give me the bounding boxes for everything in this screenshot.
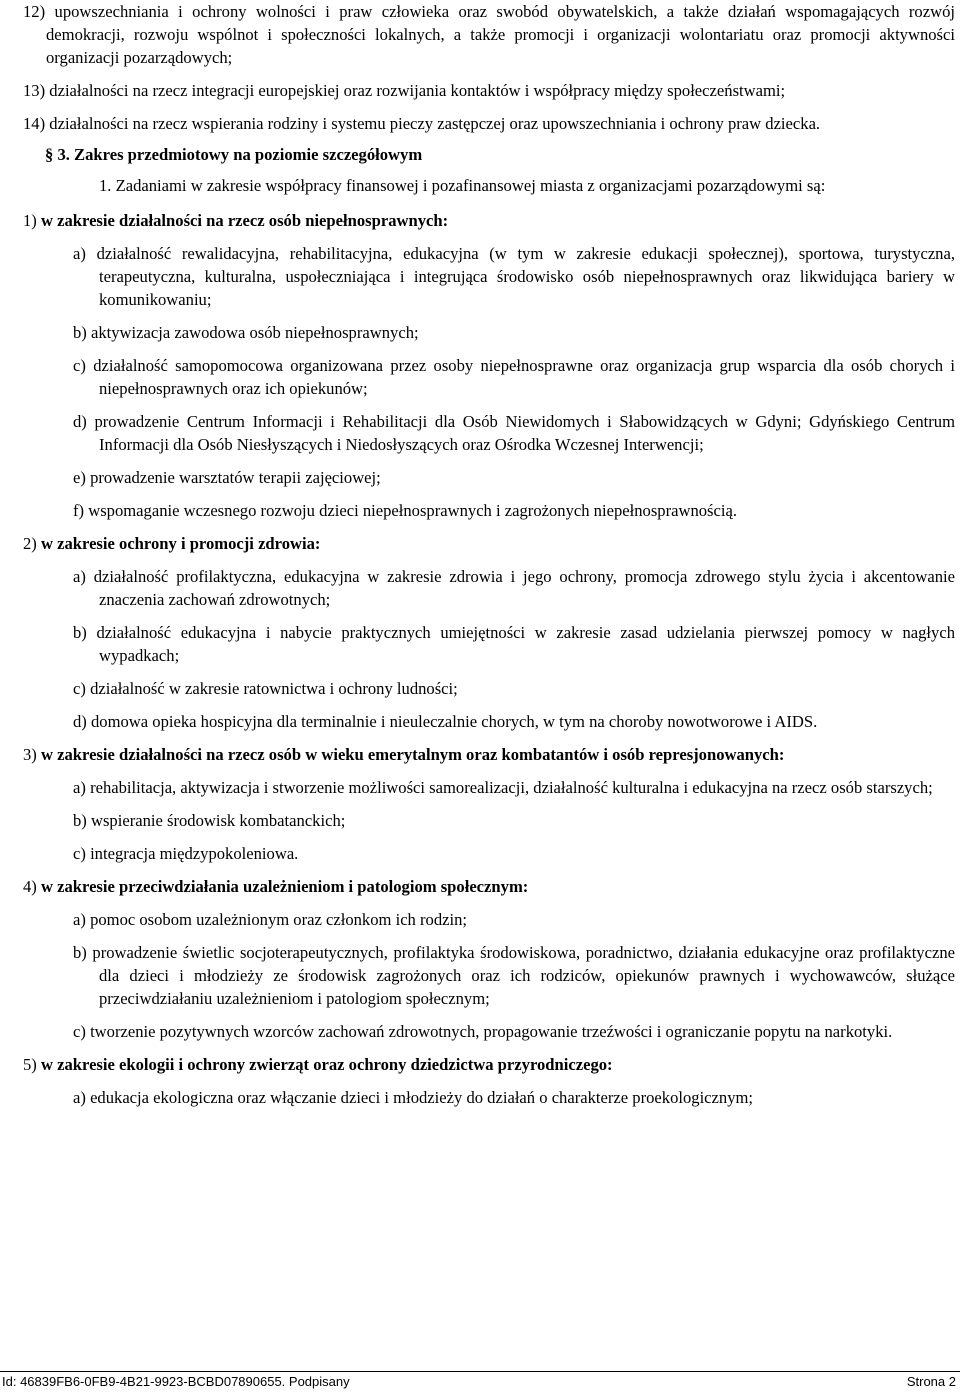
group-number: 3) bbox=[23, 745, 37, 764]
sub-item bbox=[73, 842, 955, 865]
sub-item-letter: b) bbox=[73, 811, 87, 830]
group-heading bbox=[23, 1053, 955, 1076]
sub-item-letter: b) bbox=[73, 623, 87, 642]
sub-item bbox=[73, 242, 955, 311]
list-item-number: 13) bbox=[23, 81, 46, 100]
sub-item-text: działalność profilaktyczna, edukacyjna w zakresie zdrowia i jego ochrony, promocja zdrowego stylu życia i akcentowanie znaczenia zachowań zdrowotnych; bbox=[93, 567, 955, 609]
section-title: Zakres przedmiotowy na poziomie szczegółowym bbox=[74, 145, 423, 164]
sub-item bbox=[73, 710, 955, 733]
intro-paragraph bbox=[23, 174, 955, 197]
sub-item-letter: e) bbox=[73, 468, 86, 487]
sub-item-letter: a) bbox=[73, 778, 86, 797]
sub-item bbox=[73, 565, 955, 611]
sub-item-letter: c) bbox=[73, 356, 86, 375]
group-number: 5) bbox=[23, 1055, 37, 1074]
sub-item bbox=[73, 1086, 955, 1109]
section-number: § 3. bbox=[45, 145, 70, 164]
sub-item-text: integracja międzypokoleniowa. bbox=[90, 844, 299, 863]
sub-item bbox=[73, 354, 955, 400]
sub-item-text: edukacja ekologiczna oraz włączanie dzieci i młodzieży do działań o charakterze proekologicznym; bbox=[90, 1088, 754, 1107]
list-item-text: działalności na rzecz wspierania rodziny i systemu pieczy zastępczej oraz upowszechniania i ochrony praw dziecka. bbox=[49, 114, 821, 133]
sub-item bbox=[73, 809, 955, 832]
sub-item bbox=[73, 908, 955, 931]
list-item-14 bbox=[23, 112, 955, 135]
group-title: w zakresie ekologii i ochrony zwierząt oraz ochrony dziedzictwa przyrodniczego: bbox=[40, 1055, 613, 1074]
group-heading bbox=[23, 532, 955, 555]
sub-item-letter: b) bbox=[73, 943, 87, 962]
list-item-number: 14) bbox=[23, 114, 46, 133]
sub-item-text: wspieranie środowisk kombatanckich; bbox=[90, 811, 346, 830]
group-title: w zakresie działalności na rzecz osób niepełnosprawnych: bbox=[40, 211, 449, 230]
sub-item-text: działalność samopomocowa organizowana przez osoby niepełnosprawne oraz organizacja grup wsparcia dla osób chorych i niepełnosprawnych oraz ich opiekunów; bbox=[93, 356, 955, 398]
group-number: 1) bbox=[23, 211, 37, 230]
group-heading bbox=[23, 743, 955, 766]
sub-item bbox=[73, 466, 955, 489]
sub-item-text: rehabilitacja, aktywizacja i stworzenie możliwości samorealizacji, działalność kulturalna i edukacyjna na rzecz osób starszych; bbox=[90, 778, 933, 797]
sub-item-letter: d) bbox=[73, 412, 87, 431]
sub-item bbox=[73, 677, 955, 700]
intro-text: 1. Zadaniami w zakresie współpracy finansowej i pozafinansowej miasta z organizacjami pozarządowymi są: bbox=[99, 176, 826, 195]
sub-item bbox=[73, 941, 955, 1010]
group-title: w zakresie ochrony i promocji zdrowia: bbox=[40, 534, 321, 553]
sub-item bbox=[73, 621, 955, 667]
section-heading bbox=[23, 143, 955, 166]
page-footer bbox=[0, 1371, 960, 1392]
sub-item-letter: a) bbox=[73, 244, 86, 263]
sub-item-text: działalność edukacyjna i nabycie praktycznych umiejętności w zakresie zasad udzielania pierwszej pomocy w nagłych wypadkach; bbox=[96, 623, 955, 665]
list-item-text: upowszechniania i ochrony wolności i praw człowieka oraz swobód obywatelskich, a także działań wspomagających rozwój demokracji, rozwoju wspólnot i społeczności lokalnych, a także promocji i organizacji wolontariatu oraz promocji aktywności organizacji pozarządowych; bbox=[46, 2, 955, 67]
sub-item-letter: c) bbox=[73, 679, 86, 698]
sub-item-text: aktywizacja zawodowa osób niepełnosprawnych; bbox=[90, 323, 419, 342]
sub-item bbox=[73, 321, 955, 344]
sub-item-text: prowadzenie Centrum Informacji i Rehabilitacji dla Osób Niewidomych i Słabowidzących w Gdyni; Gdyńskiego Centrum Informacji dla Osób Niesłyszących i Niedosłyszących oraz Ośrodka Wczesnej Interwencji; bbox=[94, 412, 955, 454]
group-number: 2) bbox=[23, 534, 37, 553]
sub-item bbox=[73, 1020, 955, 1043]
list-item-13 bbox=[23, 79, 955, 102]
group-title: w zakresie działalności na rzecz osób w wieku emerytalnym oraz kombatantów i osób represjonowanych: bbox=[40, 745, 785, 764]
groups-list bbox=[23, 209, 955, 1109]
sub-item-text: prowadzenie warsztatów terapii zajęciowej; bbox=[90, 468, 381, 487]
sub-item-text: działalność w zakresie ratownictwa i ochrony ludności; bbox=[90, 679, 458, 698]
list-item-text: działalności na rzecz integracji europejskiej oraz rozwijania kontaktów i współpracy między społeczeństwami; bbox=[49, 81, 786, 100]
list-item-12 bbox=[23, 0, 955, 69]
list-item-number: 12) bbox=[23, 2, 46, 21]
sub-item-letter: a) bbox=[73, 567, 86, 586]
sub-item-text: domowa opieka hospicyjna dla terminalnie i nieuleczalnie chorych, w tym na choroby nowotworowe i AIDS. bbox=[90, 712, 818, 731]
page-number: Strona 2 bbox=[906, 1374, 956, 1389]
sub-item bbox=[73, 776, 955, 799]
sub-item-text: tworzenie pozytywnych wzorców zachowań zdrowotnych, propagowanie trzeźwości i ograniczanie popytu na narkotyki. bbox=[90, 1022, 893, 1041]
sub-item-letter: c) bbox=[73, 844, 86, 863]
sub-item-text: prowadzenie świetlic socjoterapeutycznych, profilaktyka środowiskowa, poradnictwo, działania edukacyjne oraz profilaktyczne dla dzieci i młodzieży ze środowisk zagrożonych oraz ich rodziców, opiekunów prawnych i wychowawców, służące przeciwdziałaniu uzależnieniom i patologiom społecznym; bbox=[92, 943, 955, 1008]
sub-item bbox=[73, 499, 955, 522]
sub-item-letter: b) bbox=[73, 323, 87, 342]
sub-item-letter: a) bbox=[73, 1088, 86, 1107]
group-heading bbox=[23, 209, 955, 232]
document-content bbox=[23, 0, 955, 1119]
group-number: 4) bbox=[23, 877, 37, 896]
sub-item-text: wspomaganie wczesnego rozwoju dzieci niepełnosprawnych i zagrożonych niepełnosprawnością. bbox=[88, 501, 737, 520]
document-id: Id: 46839FB6-0FB9-4B21-9923-BCBD07890655. Podpisany bbox=[2, 1374, 350, 1389]
sub-item-letter: a) bbox=[73, 910, 86, 929]
sub-item-letter: d) bbox=[73, 712, 87, 731]
group-title: w zakresie przeciwdziałania uzależnieniom i patologiom społecznym: bbox=[40, 877, 529, 896]
sub-item-text: działalność rewalidacyjna, rehabilitacyjna, edukacyjna (w tym w zakresie edukacji społecznej), sportowa, turystyczna, terapeutyczna, kulturalna, uspołeczniająca i integrująca środowisko osób niepełnosprawnych oraz likwidująca bariery w komunikowaniu; bbox=[96, 244, 955, 309]
sub-item-text: pomoc osobom uzależnionym oraz członkom ich rodzin; bbox=[90, 910, 468, 929]
sub-item-letter: c) bbox=[73, 1022, 86, 1041]
group-heading bbox=[23, 875, 955, 898]
sub-item bbox=[73, 410, 955, 456]
sub-item-letter: f) bbox=[73, 501, 85, 520]
